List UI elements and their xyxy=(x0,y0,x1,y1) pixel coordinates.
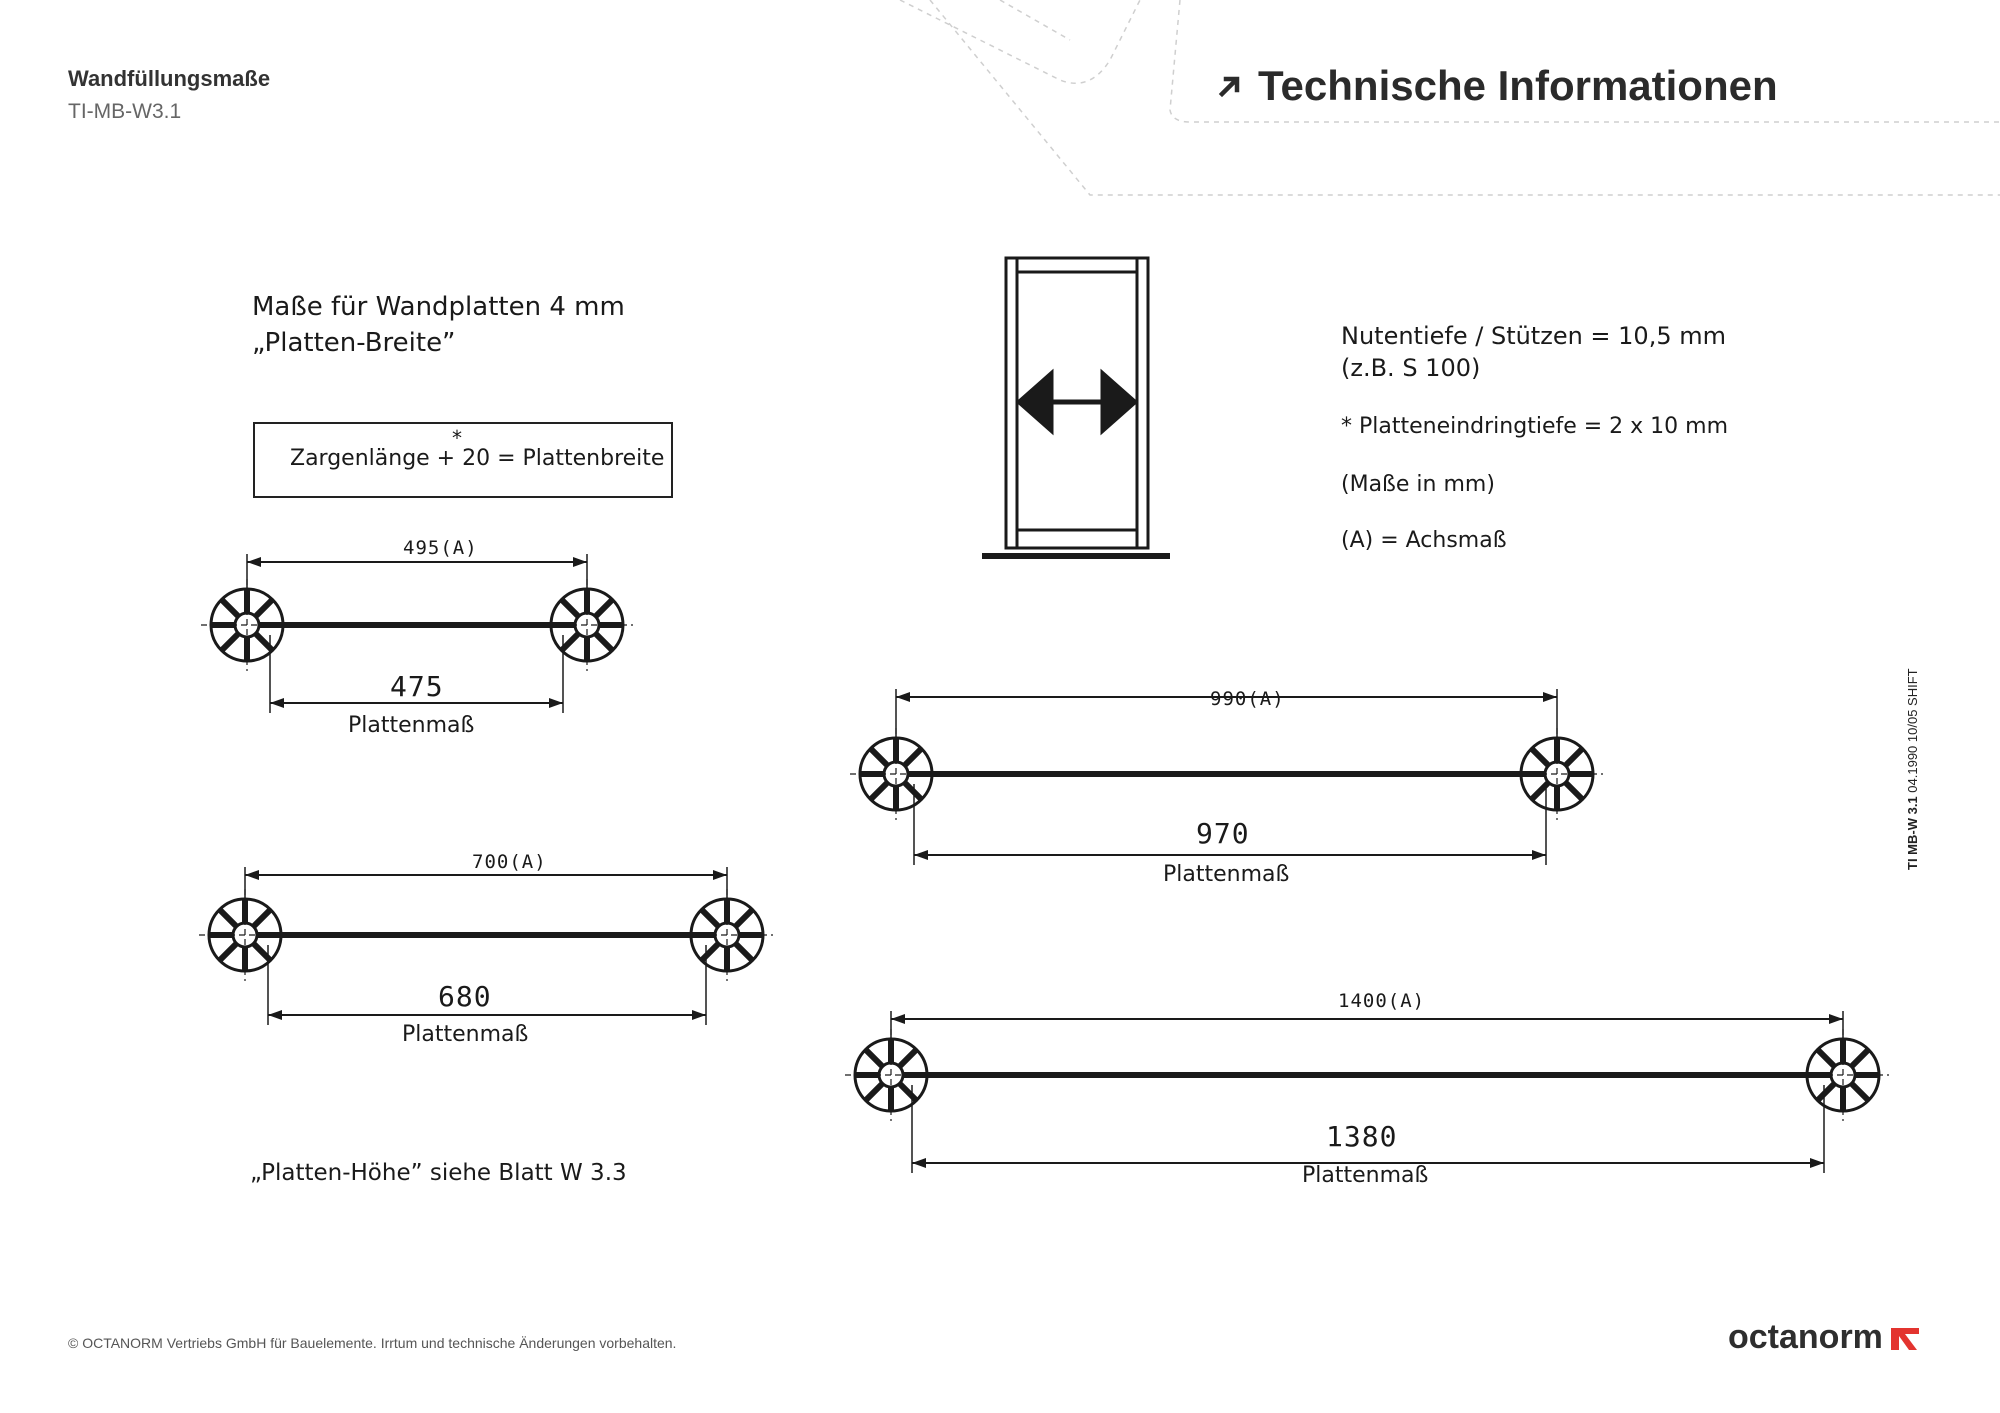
info-penetration-depth: * Platteneindringtiefe = 2 x 10 mm xyxy=(1341,414,1729,439)
dim-panel-caption: Plattenmaß xyxy=(1163,862,1290,887)
side-reference-code: TI MB-W 3.1 xyxy=(1905,796,1920,870)
dimension-arrow xyxy=(573,557,587,567)
side-reference-text xyxy=(1905,668,1920,870)
info-example: (z.B. S 100) xyxy=(1341,354,1481,382)
frame-sketch xyxy=(982,258,1170,556)
dimension-arrow xyxy=(549,698,563,708)
dimension-arrow xyxy=(1829,1014,1843,1024)
dimension-drawings xyxy=(199,554,1889,1173)
dimension-arrow xyxy=(692,1010,706,1020)
logo-text: octanorm xyxy=(1728,1318,1883,1356)
formula-text: Zargenlänge + 20 = Plattenbreite xyxy=(290,446,665,471)
dim-panel-caption: Plattenmaß xyxy=(1302,1163,1429,1188)
document-title: Wandfüllungsmaße xyxy=(68,66,271,91)
dimension-arrow xyxy=(912,1158,926,1168)
dim-axis-label: 1400(A) xyxy=(1338,990,1426,1012)
info-axis-legend: (A) = Achsmaß xyxy=(1341,528,1507,553)
dim-panel-caption: Plattenmaß xyxy=(348,713,475,738)
dimension-arrow xyxy=(270,698,284,708)
dim-axis-label: 495(A) xyxy=(403,537,478,559)
section-heading-label: Technische Informationen xyxy=(1258,62,1778,109)
dimension-arrow xyxy=(1532,850,1546,860)
dim-panel-label: 1380 xyxy=(1326,1120,1398,1153)
dimension-arrow xyxy=(891,1014,905,1024)
dimension-arrow xyxy=(914,850,928,860)
side-reference-date: 04.1990 10/05 SHIFT xyxy=(1905,668,1920,797)
info-groove-depth: Nutentiefe / Stützen = 10,5 mm xyxy=(1341,322,1726,350)
dim-axis-label: 990(A) xyxy=(1210,688,1285,710)
octanorm-mark-icon xyxy=(1889,1324,1923,1352)
dimension-arrow xyxy=(1810,1158,1824,1168)
dimension-arrow xyxy=(713,870,727,880)
document-code: TI-MB-W3.1 xyxy=(68,100,182,123)
octanorm-logo xyxy=(1728,1318,1923,1357)
intro-heading: Maße für Wandplatten 4 mm xyxy=(252,292,625,322)
dimension-arrow xyxy=(1543,692,1557,702)
intro-subheading: „Platten-Breite” xyxy=(252,328,456,358)
footer-copyright: © OCTANORM Vertriebs GmbH für Bauelemente. Irrtum und technische Änderungen vorbehalten. xyxy=(68,1335,677,1351)
dimension-arrow xyxy=(247,557,261,567)
height-note: „Platten-Höhe” siehe Blatt W 3.3 xyxy=(250,1160,627,1186)
dim-panel-label: 680 xyxy=(438,980,492,1013)
dimension-arrow xyxy=(268,1010,282,1020)
dim-axis-label: 700(A) xyxy=(472,851,547,873)
dimension-arrow xyxy=(245,870,259,880)
info-units: (Maße in mm) xyxy=(1341,472,1495,497)
formula-asterisk: * xyxy=(452,426,462,450)
dim-panel-label: 970 xyxy=(1196,817,1250,850)
dim-panel-caption: Plattenmaß xyxy=(402,1022,529,1047)
dim-panel-label: 475 xyxy=(390,670,444,703)
dimension-arrow xyxy=(896,692,910,702)
